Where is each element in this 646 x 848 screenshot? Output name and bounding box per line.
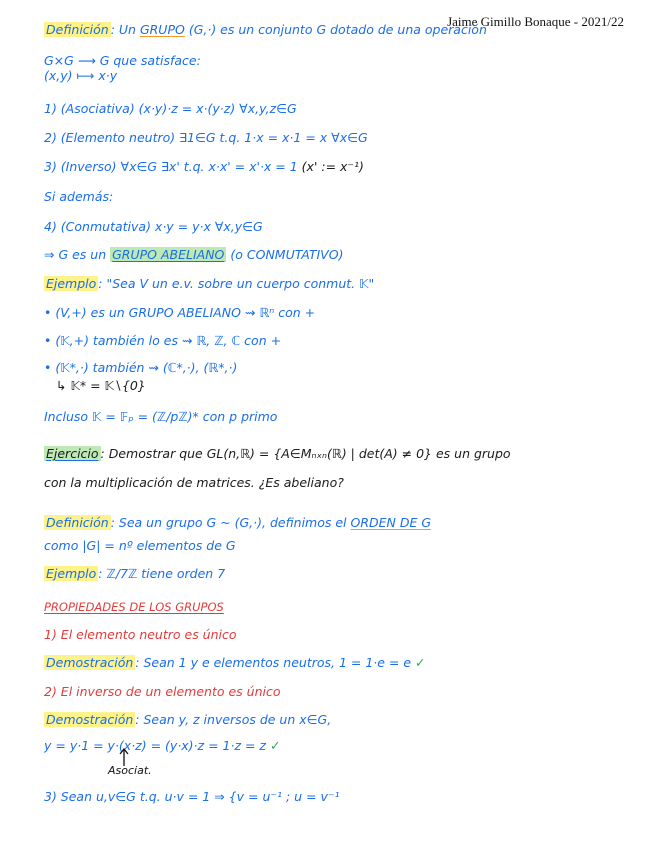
- proof-2-chain: [44, 738, 280, 753]
- definition-group-line: [44, 22, 487, 37]
- abelian-text-2: (o CONMUTATIVO): [226, 247, 344, 262]
- definition-text-2: (G,·) es un conjunto G dotado de una operación: [184, 22, 487, 37]
- proof-2-text: : Sean y, z inversos de un x∈G,: [135, 712, 332, 727]
- bullet-field-multiplicative: • (𝕂*,·) también ⇝ (ℂ*,·), (ℝ*,·): [44, 360, 238, 375]
- properties-heading: PROPIEDADES DE LOS GRUPOS: [44, 600, 224, 614]
- definition-order-line: [44, 515, 431, 530]
- abelian-term: GRUPO ABELIANO: [112, 247, 225, 262]
- proof-2-label: Demostración: [46, 712, 134, 727]
- exercise-text: : Demostrar que GL(n,ℝ) = {A∈Mₙₓₙ(ℝ) | det(A) ≠ 0} es un grupo: [100, 446, 511, 461]
- field-star-definition: ↳ 𝕂* = 𝕂∖{0}: [56, 378, 146, 393]
- axiom-inverse-text: 3) (Inverso) ∀x∈G ∃x' t.q. x·x' = x'·x = 1: [44, 159, 302, 174]
- proof-1-label: Demostración: [46, 655, 134, 670]
- si-ademas-line: Si además:: [44, 189, 114, 204]
- exercise-line-2: con la multiplicación de matrices. ¿Es abeliano?: [44, 475, 344, 490]
- checkmark-icon: ✓: [415, 655, 426, 670]
- example-line: [44, 276, 374, 291]
- document-header: Jaime Gimillo Bonaque - 2021/22: [447, 14, 624, 29]
- proof-2-chain-text: y = y·1 = y·(x·z) = (y·x)·z = 1·z = z: [44, 738, 270, 753]
- order-definition-line: como |G| = nº elementos de G: [44, 538, 236, 553]
- example-order-text: : ℤ/7ℤ tiene orden 7: [98, 566, 226, 581]
- example-label: Ejemplo: [46, 276, 97, 291]
- operation-line-2: (x,y) ⟼ x·y: [44, 68, 118, 83]
- proof-2-line: [44, 712, 331, 727]
- exercise-label: Ejercicio: [46, 446, 99, 461]
- definition-text-1: : Un: [110, 22, 140, 37]
- finite-field-line: Incluso 𝕂 = 𝔽ₚ = (ℤ/pℤ)* con p primo: [44, 409, 278, 424]
- associative-note: Asociat.: [108, 764, 152, 777]
- bullet-field-additive: • (𝕂,+) también lo es ⇝ ℝ, ℤ, ℂ con +: [44, 333, 282, 348]
- property-3: 3) Sean u,v∈G t.q. u·v = 1 ⇒ {v = u⁻¹ ; u = v⁻¹: [44, 789, 340, 804]
- axiom-commutative: 4) (Conmutativa) x·y = y·x ∀x,y∈G: [44, 219, 263, 234]
- definition-label: Definición: [46, 22, 109, 37]
- bullet-vector-space: • (V,+) es un GRUPO ABELIANO ⇝ ℝⁿ con +: [44, 305, 316, 320]
- abelian-text-1: ⇒ G es un: [44, 247, 111, 262]
- operation-line-1: G×G ⟶ G que satisface:: [44, 53, 201, 68]
- grupo-term: GRUPO: [139, 22, 185, 37]
- axiom-inverse: [44, 159, 364, 174]
- example-text: : "Sea V un e.v. sobre un cuerpo conmut. 𝕂": [98, 276, 375, 291]
- example-order-label: Ejemplo: [46, 566, 97, 581]
- definition-order-text: : Sea un grupo G ~ (G,·), definimos el: [110, 515, 351, 530]
- order-term: ORDEN DE G: [350, 515, 432, 530]
- axiom-neutral: 2) (Elemento neutro) ∃1∈G t.q. 1·x = x·1 = x ∀x∈G: [44, 130, 368, 145]
- checkmark-icon: ✓: [269, 738, 281, 753]
- exercise-line-1: [44, 446, 511, 461]
- inverse-notation: (x' := x⁻¹): [301, 159, 364, 174]
- example-order-line: [44, 566, 225, 581]
- proof-1-text: : Sean 1 y e elementos neutros, 1 = 1·e = e: [135, 655, 416, 670]
- definition-order-label: Definición: [46, 515, 109, 530]
- axiom-associative: 1) (Asociativa) (x·y)·z = x·(y·z) ∀x,y,z∈G: [44, 101, 297, 116]
- proof-1-line: [44, 655, 426, 670]
- abelian-line: [44, 247, 343, 262]
- property-2: 2) El inverso de un elemento es único: [44, 684, 281, 699]
- property-1: 1) El elemento neutro es único: [44, 627, 237, 642]
